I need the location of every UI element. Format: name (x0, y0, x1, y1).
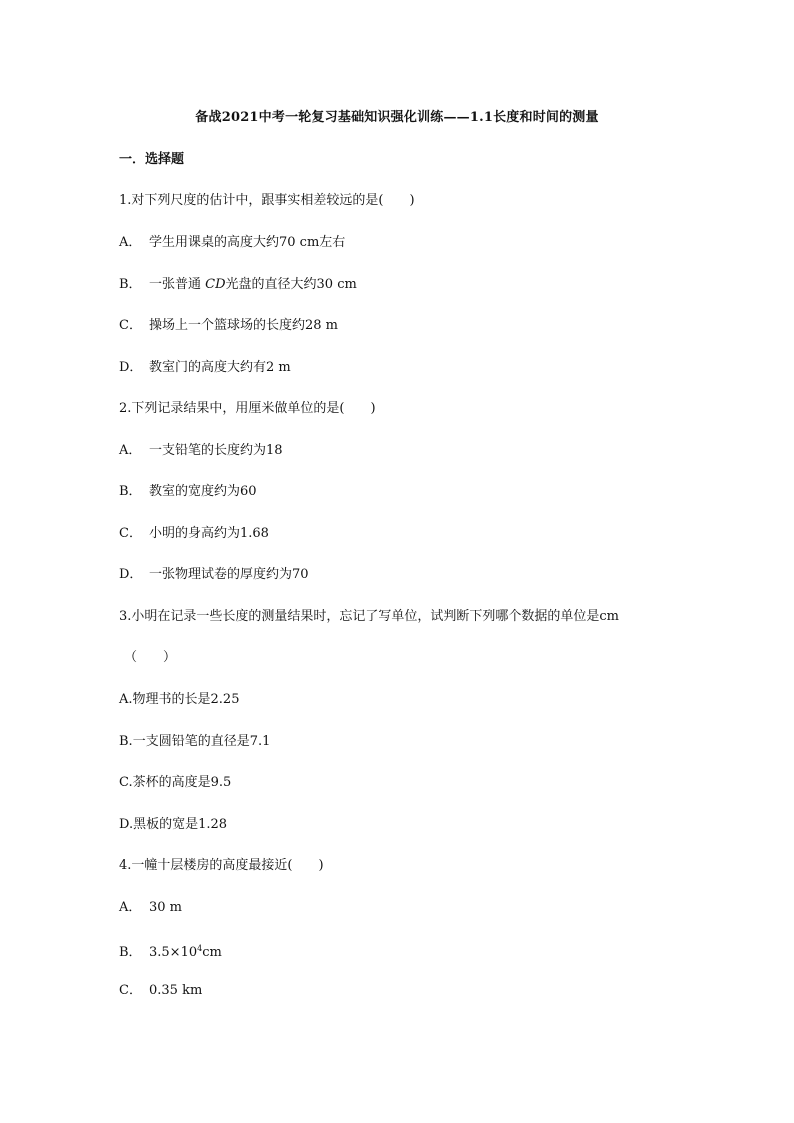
question-2-option-c (119, 525, 269, 543)
question-1-stem: 1.对下列尺度的估计中，跟事实相差较远的是( ) (119, 193, 415, 208)
question-4-option-c (119, 982, 202, 1000)
question-3-stem: 3.小明在记录一些长度的测量结果时，忘记了写单位，试判断下列哪个数据的单位是cm (119, 609, 620, 624)
option-text: 30 m (149, 900, 183, 915)
option-key: A． (119, 443, 142, 458)
question-2-option-b (119, 483, 257, 501)
option-text: cm (202, 945, 222, 960)
option-text: 教室门的高度大约有2 m (149, 360, 291, 375)
option-text: 学生用课桌的高度大约70 cm左右 (149, 235, 346, 250)
option-text: 一张物理试卷的厚度约为70 (149, 567, 309, 582)
question-1-option-a (119, 234, 345, 252)
option-text: 小明的身高约为1.68 (149, 526, 269, 541)
question-3-stem-continuation: （ ） (124, 650, 177, 665)
option-key: D. (119, 817, 134, 832)
question-2-stem: 2.下列记录结果中，用厘米做单位的是( ) (119, 401, 376, 416)
option-text-italic: CD (205, 277, 226, 292)
question-4-option-a (119, 899, 182, 917)
option-key: A． (119, 235, 142, 250)
option-key: C． (119, 526, 142, 541)
option-key: A. (119, 692, 133, 707)
option-key: C. (119, 775, 133, 790)
option-text: 操场上一个篮球场的长度约28 m (149, 318, 339, 333)
question-3-option-d (119, 816, 227, 834)
question-4-option-b (119, 940, 222, 962)
option-key: B． (119, 484, 142, 499)
option-text: 物理书的长是2.25 (132, 692, 240, 707)
option-key: D． (119, 360, 143, 375)
option-text: 黑板的宽是1.28 (133, 817, 228, 832)
option-text: 茶杯的高度是9.5 (132, 775, 232, 790)
option-text: 一张普通 (149, 277, 206, 292)
option-key: A． (119, 900, 142, 915)
option-text: 0.35 km (149, 983, 203, 998)
question-1-option-d (119, 359, 291, 377)
section-heading: 一．选择题 (119, 152, 185, 167)
option-text: 一支铅笔的长度约为18 (149, 443, 283, 458)
option-text: 3.5×10 (149, 945, 198, 960)
option-exponent: 4 (197, 944, 203, 953)
question-4-stem: 4.一幢十层楼房的高度最接近( ) (119, 858, 324, 873)
option-key: D． (119, 567, 143, 582)
option-key: B． (119, 945, 142, 960)
option-key: C． (119, 318, 142, 333)
question-1-option-c (119, 317, 338, 335)
question-3-option-a (119, 691, 239, 709)
question-1-option-b (119, 276, 357, 294)
question-2-option-a (119, 442, 283, 460)
document-title: 备战2021中考一轮复习基础知识强化训练——1.1长度和时间的测量 (195, 110, 599, 125)
option-text: 一支圆铅笔的直径是7.1 (132, 734, 271, 749)
question-3-option-b (119, 733, 270, 751)
option-key: C． (119, 983, 142, 998)
option-text: 光盘的直径大约30 cm (225, 277, 357, 292)
question-2-option-d (119, 566, 309, 584)
option-text: 教室的宽度约为60 (149, 484, 257, 499)
option-key: B． (119, 277, 142, 292)
question-3-option-c (119, 774, 231, 792)
option-key: B. (119, 734, 133, 749)
